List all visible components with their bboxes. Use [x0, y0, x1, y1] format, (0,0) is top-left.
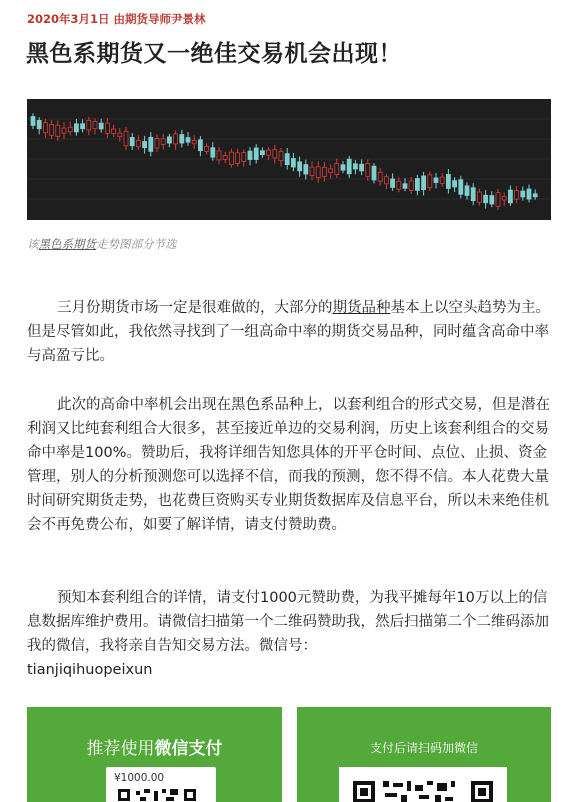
candle — [279, 148, 283, 166]
caption-suffix: 走势图部分节选 — [96, 237, 177, 251]
pay-card-title-a: 推荐使用 — [86, 739, 155, 759]
candle — [366, 159, 370, 180]
candle — [372, 163, 376, 183]
candle — [223, 152, 227, 163]
paragraph-1-text-b: 基本上以空头趋势为主。但是尽管如此，我依然寻找到了一组高命中率的期货交易品种，同时蕴含高命中率与高盈亏比。 — [27, 300, 550, 364]
add-card-title: 支付后请扫码加微信 — [369, 741, 478, 755]
candle — [155, 134, 159, 152]
payment-qr-icon — [106, 767, 216, 802]
paragraph-3-text: 预知本套利组合的详情，请支付1000元赞助费，为我平摊每年10万以上的信息数据库维护费用。请微信扫描第一个二维码赞助我，然后扫描第二个二维码添加我的微信，我将亲自告知交易方法。微信号： — [27, 590, 549, 654]
candle — [254, 144, 258, 163]
candle — [341, 161, 345, 173]
candle — [415, 175, 419, 195]
candle — [527, 185, 531, 203]
wechat-id: tianjiqihuopeixun — [27, 662, 153, 678]
candle — [428, 172, 432, 192]
candle — [211, 142, 215, 160]
paragraph-3 — [27, 586, 551, 682]
candle — [229, 149, 233, 168]
candle — [440, 173, 444, 187]
wechat-pay-card — [27, 707, 282, 802]
paragraph-2: 此次的高命中率机会出现在黑色系品种上，以套利组合的形式交易，但是潜在利润又比纯套利组合大很多，甚至接近单边的交易利润，历史上该套利组合的交易命中率是100%。赞助后，我将详细告知您具体的开平仓时间、点位、止损、资金管理，别人的分析预测您可以选择不信，而我的预测，您不得不信。本人花费大量时间研究期货走势，也花费巨资购买专业期货数据库及信息平台，所以未来绝佳机会不再免费公布，如要了解详情，请支付赞助费。 — [27, 397, 550, 533]
caption-prefix: 该 — [27, 237, 39, 251]
candle — [484, 190, 488, 209]
candle — [124, 127, 128, 150]
candle — [515, 186, 519, 203]
candle — [56, 121, 60, 141]
candle — [360, 159, 364, 175]
candle — [62, 122, 66, 139]
article-title: 黑色系期货又一绝佳交易机会出现！ — [26, 41, 402, 67]
candle — [50, 120, 54, 139]
paragraph-1 — [27, 296, 551, 368]
paragraph-1-text-a: 三月份期货市场一定是很难做的，大部分的 — [57, 300, 333, 316]
futures-variety-link[interactable]: 期货品种 — [332, 300, 391, 316]
candle — [347, 156, 351, 178]
candle — [136, 135, 140, 150]
candle — [465, 182, 469, 199]
article-date: 2020年3月1日 — [27, 12, 110, 26]
candle — [496, 189, 500, 210]
candle — [329, 164, 333, 178]
candle — [112, 125, 116, 137]
candle — [291, 153, 295, 171]
candle — [149, 132, 153, 156]
pay-card-title — [27, 734, 282, 759]
candle — [248, 147, 252, 165]
candle — [378, 168, 382, 186]
candle — [477, 189, 481, 206]
wechat-qr-box[interactable] — [339, 767, 507, 802]
payment-amount: ¥1000.00 — [114, 772, 165, 784]
candle — [310, 161, 314, 180]
chart-caption — [27, 236, 177, 252]
caption-link[interactable]: 黑色系期货 — [38, 237, 96, 251]
candle — [434, 173, 438, 188]
candle — [471, 183, 475, 205]
candle — [99, 119, 103, 133]
candle — [304, 160, 308, 180]
candle — [161, 134, 165, 150]
candle — [31, 113, 35, 129]
candle — [242, 150, 246, 167]
candle — [533, 189, 537, 199]
candle — [81, 119, 85, 132]
candle — [403, 178, 407, 191]
candle — [422, 172, 426, 196]
candle — [93, 118, 97, 134]
candle — [490, 191, 494, 207]
candle — [43, 119, 47, 138]
payment-qr-box[interactable] — [106, 767, 216, 802]
article-author: 由期货导师尹景林 — [113, 12, 206, 26]
candle — [217, 147, 221, 164]
candle — [167, 134, 171, 147]
candle — [335, 159, 339, 178]
candle — [105, 118, 109, 138]
candle — [180, 130, 184, 148]
pay-card-title-b: 微信支付 — [154, 739, 223, 759]
candle — [236, 149, 240, 167]
wechat-qr-icon — [339, 767, 507, 802]
candle — [316, 162, 320, 183]
candle — [285, 148, 289, 170]
candle — [118, 128, 122, 142]
candle — [186, 132, 190, 146]
candle — [298, 157, 302, 177]
candle — [446, 169, 450, 194]
candle — [68, 121, 72, 135]
candle — [384, 174, 388, 189]
candle — [521, 186, 525, 200]
candle — [174, 131, 178, 150]
candlestick-svg — [27, 99, 551, 220]
candle — [37, 117, 41, 134]
candle — [273, 145, 277, 164]
candle — [508, 185, 512, 206]
candle — [353, 160, 357, 174]
candle — [267, 147, 271, 160]
candle — [502, 192, 506, 206]
candle — [130, 133, 134, 150]
candle — [87, 117, 91, 135]
candle — [205, 143, 209, 154]
article-meta — [27, 11, 206, 27]
futures-candlestick-chart — [27, 99, 551, 220]
candle — [74, 119, 78, 136]
candle — [391, 173, 395, 190]
add-wechat-card — [297, 707, 551, 802]
candle — [192, 135, 196, 149]
candle — [260, 147, 264, 157]
